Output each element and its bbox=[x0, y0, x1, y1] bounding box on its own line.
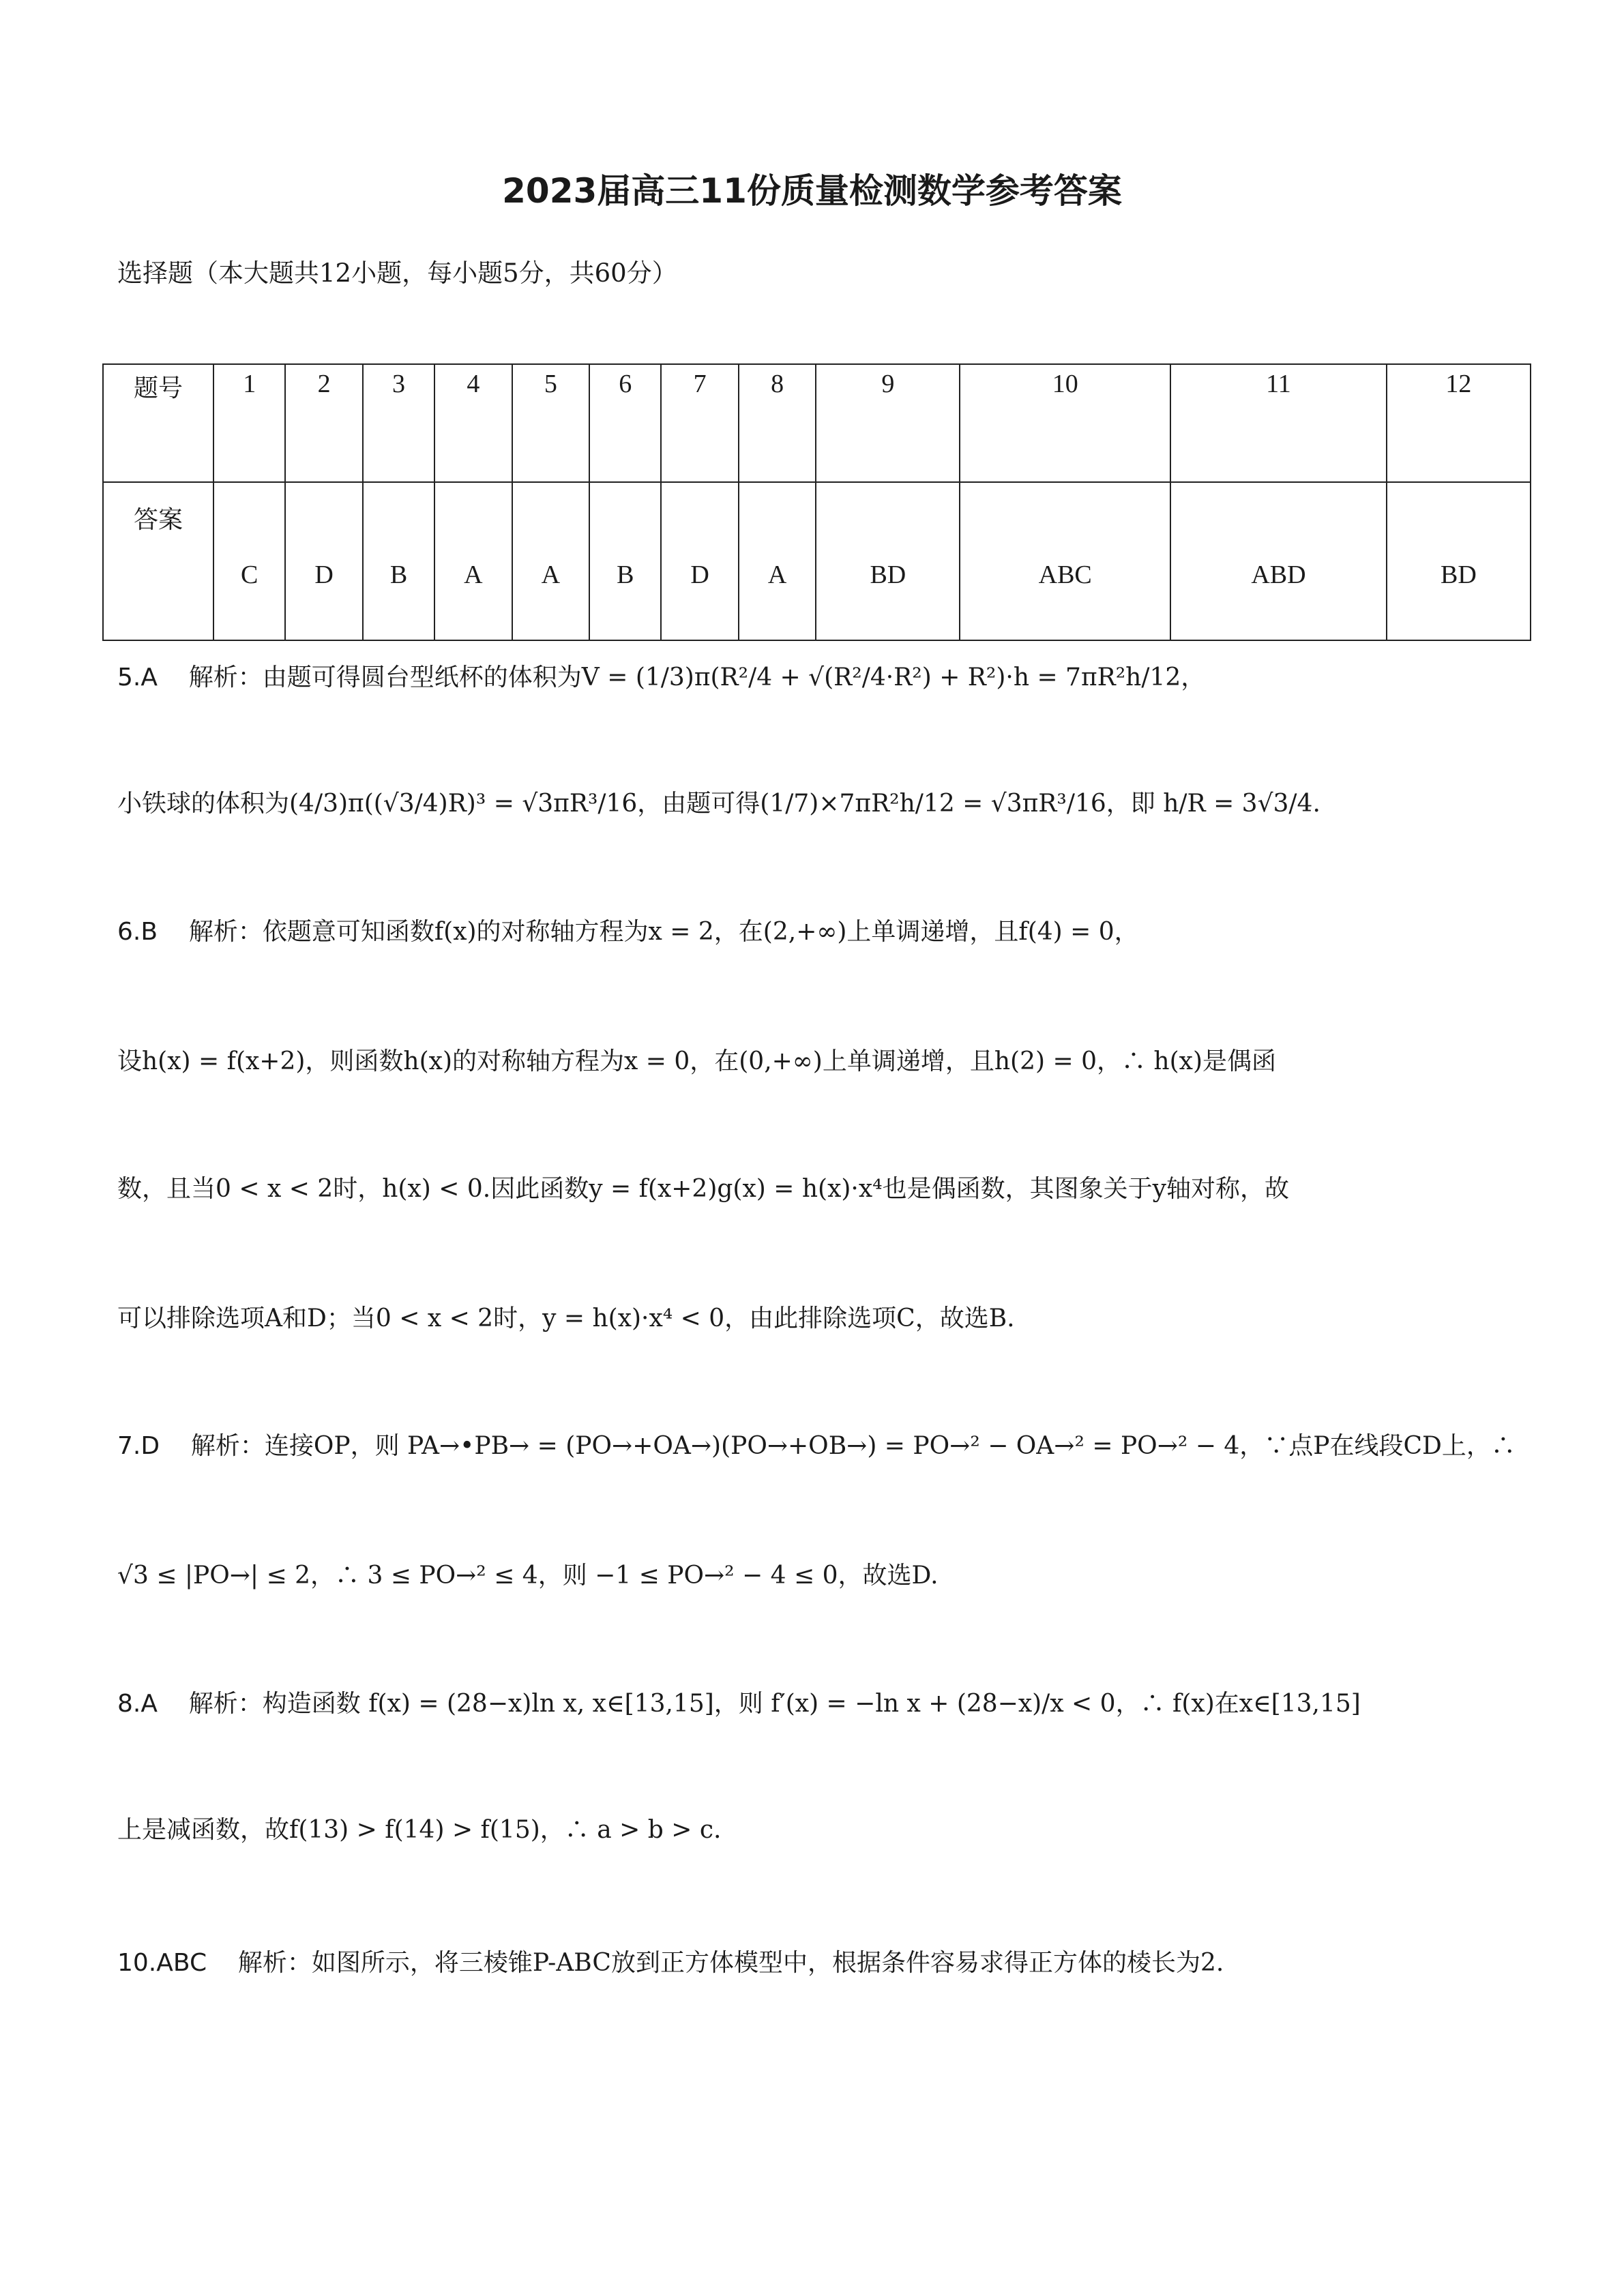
answer-label-cell: 答案 bbox=[103, 482, 213, 640]
solution-7-line-1 bbox=[117, 1427, 1516, 1461]
solution-label: 10.ABC bbox=[117, 1949, 207, 1977]
answer-cell: B bbox=[589, 482, 661, 640]
solution-text: 设h(x) = f(x+2)，则函数h(x)的对称轴方程为x = 0，在(0,+∞)上单调递增，且h(2) = 0，∴ h(x)是偶函 bbox=[117, 1047, 1276, 1075]
solution-8-line-2 bbox=[117, 1810, 721, 1845]
question-number-cell: 8 bbox=[739, 364, 816, 482]
question-number-cell: 5 bbox=[512, 364, 589, 482]
header-label-cell: 题号 bbox=[103, 364, 213, 482]
solution-text: 解析：如图所示，将三棱锥P-ABC放到正方体模型中，根据条件容易求得正方体的棱长为2. bbox=[237, 1949, 1224, 1977]
solution-text: 数，且当0 < x < 2时，h(x) < 0.因此函数y = f(x+2)g(x) = h(x)·x⁴也是偶函数，其图象关于y轴对称，故 bbox=[117, 1175, 1289, 1203]
solution-5-line-1 bbox=[117, 658, 1205, 693]
solution-10-line-1 bbox=[117, 1943, 1224, 1978]
solution-text: 可以排除选项A和D；当0 < x < 2时，y = h(x)·x⁴ < 0，由此排除选项C，故选B. bbox=[117, 1304, 1015, 1332]
solution-text: 解析：构造函数 f(x) = (28−x)ln x, x∈[13,15]，则 f′(x) = −ln x + (28−x)/x < 0，∴ f(x)在x∈[13,15] bbox=[188, 1690, 1361, 1718]
question-number-cell: 11 bbox=[1170, 364, 1387, 482]
solution-6-line-3 bbox=[117, 1169, 1289, 1204]
solution-text: 解析：连接OP，则 PA→•PB→ = (PO→+OA→)(PO→+OB→) = PO→² − OA→² = PO→² − 4，∵点P在线段CD上，∴ bbox=[190, 1432, 1516, 1460]
answer-table bbox=[102, 363, 1531, 641]
answer-cell: B bbox=[363, 482, 434, 640]
solution-7-line-2 bbox=[117, 1556, 939, 1591]
answer-cell: A bbox=[739, 482, 816, 640]
answer-cell: D bbox=[661, 482, 738, 640]
answer-cell: A bbox=[512, 482, 589, 640]
question-number-cell: 2 bbox=[285, 364, 362, 482]
solution-text: 小铁球的体积为(4/3)π((√3/4)R)³ = √3πR³/16，由题可得(1/7)×7πR²h/12 = √3πR³/16，即 h/R = 3√3/4. bbox=[117, 790, 1320, 818]
answer-cell: C bbox=[213, 482, 285, 640]
section-intro: 选择题（本大题共12小题，每小题5分，共60分） bbox=[117, 258, 677, 288]
solution-text: 解析：由题可得圆台型纸杯的体积为V = (1/3)π(R²/4 + √(R²/4·R²) + R²)·h = 7πR²h/12， bbox=[188, 664, 1206, 691]
answer-cell: ABC bbox=[960, 482, 1170, 640]
answer-cell: BD bbox=[816, 482, 960, 640]
question-number-cell: 10 bbox=[960, 364, 1170, 482]
table-row-answers bbox=[103, 482, 1531, 640]
answer-cell: A bbox=[434, 482, 512, 640]
solution-6-line-4 bbox=[117, 1299, 1015, 1334]
question-number-cell: 1 bbox=[213, 364, 285, 482]
solution-label: 7.D bbox=[117, 1432, 160, 1460]
answer-cell: BD bbox=[1387, 482, 1531, 640]
question-number-cell: 4 bbox=[434, 364, 512, 482]
answer-cell: D bbox=[285, 482, 362, 640]
solution-6-line-1 bbox=[117, 912, 1139, 947]
question-number-cell: 7 bbox=[661, 364, 738, 482]
page-title: 2023届高三11份质量检测数学参考答案 bbox=[502, 171, 1122, 211]
table-row-numbers bbox=[103, 364, 1531, 482]
solution-label: 8.A bbox=[117, 1690, 158, 1718]
solution-label: 6.B bbox=[117, 918, 158, 946]
solution-6-line-2 bbox=[117, 1042, 1276, 1077]
solution-text: √3 ≤ |PO→| ≤ 2，∴ 3 ≤ PO→² ≤ 4，则 −1 ≤ PO→² − 4 ≤ 0，故选D. bbox=[117, 1562, 939, 1590]
answer-cell: ABD bbox=[1170, 482, 1387, 640]
solution-8-line-1 bbox=[117, 1684, 1361, 1719]
solution-5-line-2 bbox=[117, 784, 1320, 819]
question-number-cell: 3 bbox=[363, 364, 434, 482]
solution-label: 5.A bbox=[117, 664, 158, 691]
question-number-cell: 12 bbox=[1387, 364, 1531, 482]
question-number-cell: 9 bbox=[816, 364, 960, 482]
solution-text: 解析：依题意可知函数f(x)的对称轴方程为x = 2，在(2,+∞)上单调递增，且f(4) = 0， bbox=[188, 918, 1139, 946]
question-number-cell: 6 bbox=[589, 364, 661, 482]
solution-text: 上是减函数，故f(13) > f(14) > f(15)，∴ a > b > c. bbox=[117, 1816, 722, 1844]
